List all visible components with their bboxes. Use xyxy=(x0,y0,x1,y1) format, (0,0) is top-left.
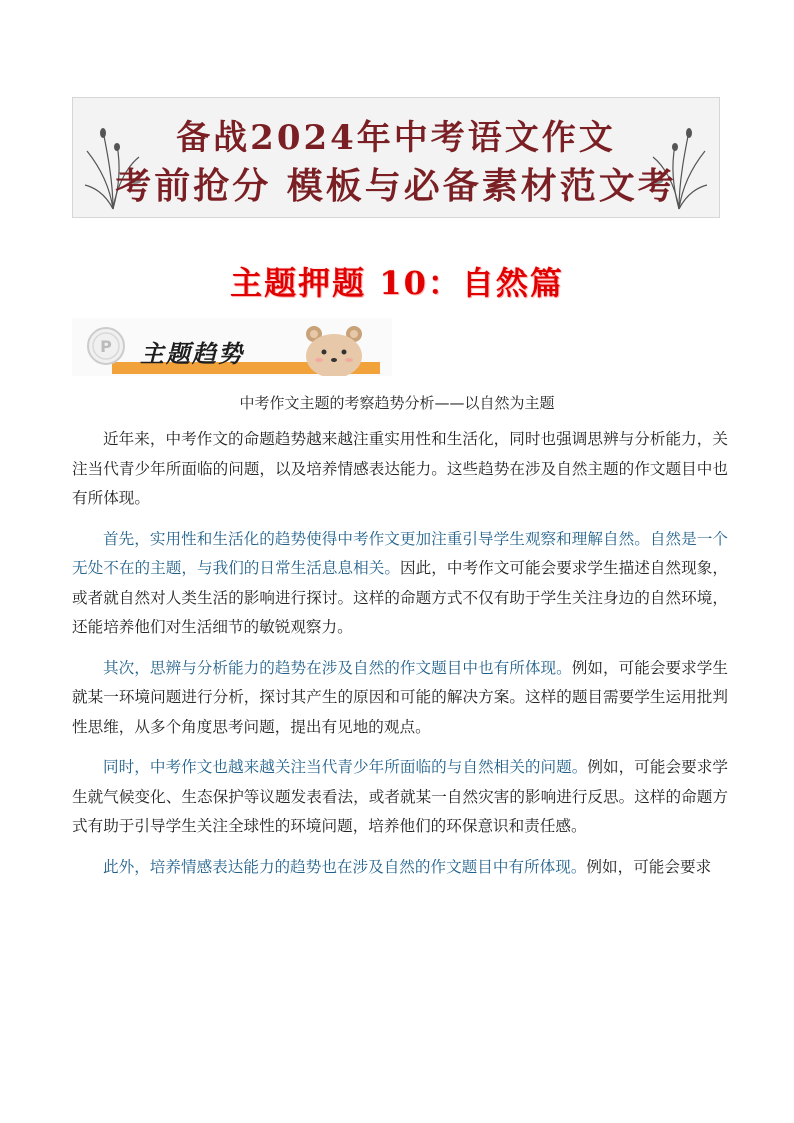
paragraph-lead: 首先，实用性和生活化的趋势使得中考作文更加注重引导学生观察和理解自然。自然是一个无处不在的主题，与我们的日常生活息息相关。 xyxy=(72,529,728,577)
paragraph-text: 近年来，中考作文的命题趋势越来越注重实用性和生活化，同时也强调思辨与分析能力，关注当代青少年所面临的问题，以及培养情感表达能力。这些趋势在涉及自然主题的作文题目中也有所体现。 xyxy=(72,430,728,507)
banner-title-line-2: 考前抢分 模板与必备素材范文考 xyxy=(115,165,677,207)
paragraph xyxy=(72,525,728,643)
header-banner xyxy=(72,97,720,218)
paragraph-text: 例如，可能会要求学生就气候变化、生态保护等议题发表看法，或者就某一自然灾害的影响进行反思。这样的命题方式有助于引导学生关注全球性的环境问题，培养他们的环保意识和责任感。 xyxy=(72,758,728,835)
banner-title-line-1: 备战2024年中考语文作文 xyxy=(176,118,616,158)
bear-mascot-icon xyxy=(300,320,370,376)
article-subtitle: 中考作文主题的考察趋势分析——以自然为主题 xyxy=(239,394,555,412)
article-body xyxy=(72,425,728,893)
paragraph-text: 例如，可能会要求 xyxy=(586,857,712,876)
paragraph xyxy=(72,753,728,842)
coin-icon xyxy=(86,326,126,366)
paragraph-lead: 其次，思辨与分析能力的趋势在涉及自然的作文题目中也有所体现。 xyxy=(103,658,572,677)
coin-letter: P xyxy=(100,337,112,356)
section-tag xyxy=(72,318,392,376)
paragraph xyxy=(72,654,728,743)
page-title: 主题押题 10：自然篇 xyxy=(230,264,564,302)
paragraph-lead: 此外，培养情感表达能力的趋势也在涉及自然的作文题目中有所体现。 xyxy=(103,857,587,876)
paragraph-text: 因此，中考作文可能会要求学生描述自然现象，或者就自然对人类生活的影响进行探讨。这样的命题方式不仅有助于学生关注身边的自然环境，还能培养他们对生活细节的敏锐观察力。 xyxy=(72,559,728,636)
section-tag-label: 主题趋势 xyxy=(140,339,244,368)
paragraph-lead: 同时，中考作文也越来越关注当代青少年所面临的与自然相关的问题。 xyxy=(103,758,588,776)
paragraph xyxy=(72,425,728,514)
paragraph xyxy=(72,853,728,883)
paragraph-text: 例如，可能会要求学生就某一环境问题进行分析，探讨其产生的原因和可能的解决方案。这样的题目需要学生运用批判性思维，从多个角度思考问题，提出有见地的观点。 xyxy=(72,658,728,736)
